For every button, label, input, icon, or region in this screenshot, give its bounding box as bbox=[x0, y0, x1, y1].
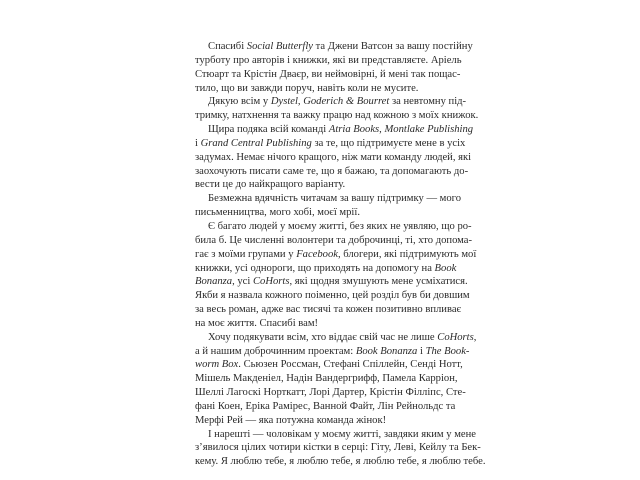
text-line: тило, що ви завжди поруч, навіть коли не мусите. bbox=[195, 82, 419, 94]
text-line: заохочують писати саме те, що я бажаю, та допомагають до- bbox=[195, 165, 469, 177]
paragraph bbox=[195, 123, 474, 192]
text-line: з’явилося цілих чотири кістки в серці: Гіту, Леві, Кейлу та Бек- bbox=[195, 442, 481, 454]
text-line: книжки, усі однороги, що приходять на допомогу на Book bbox=[195, 262, 457, 274]
paragraph bbox=[195, 220, 477, 331]
text-line: тримку, натхнення та важку працю над кожною з моїх книжок. bbox=[195, 110, 479, 122]
paragraph bbox=[195, 40, 473, 95]
text-line: била б. Це численні волонтери та доброчинці, ті, хто допома- bbox=[195, 234, 473, 246]
paragraph bbox=[195, 192, 462, 220]
text-line: письменництва, мого хобі, моєї мрії. bbox=[195, 207, 360, 219]
text-line: гає з моїми групами у Facebook, блогери, які підтримують мої bbox=[195, 248, 477, 260]
text-line: і Grand Central Publishing за те, що підтримуєте мене в усіх bbox=[195, 137, 466, 149]
text-line: І нарешті — чоловікам у моєму житті, завдяки яким у мене bbox=[208, 428, 476, 440]
text-line: Дякую всім у Dystel, Goderich & Bourret за невтомну під- bbox=[208, 96, 467, 108]
text-line: вести це до найкращого варіанту. bbox=[195, 179, 346, 191]
text-line: задумах. Немає нічого кращого, ніж мати команду людей, які bbox=[195, 151, 472, 163]
paragraph bbox=[195, 95, 479, 123]
text-line: турботу про авторів і книжки, які ви представляєте. Аріель bbox=[195, 54, 462, 66]
text-line: Якби я назвала кожного поіменно, цей розділ був би довшим bbox=[195, 290, 470, 302]
text-line: Шеллі Лагоскі Норткатт, Лорі Дартер, Крістін Філліпс, Сте- bbox=[195, 387, 466, 399]
text-line: за весь роман, адже вас тисячі та кожен позитивно впливає bbox=[195, 304, 462, 316]
acknowledgments-page bbox=[195, 40, 486, 469]
text-line: Стюарт та Крістін Дваєр, ви неймовірні, й мені так пощас- bbox=[195, 68, 461, 80]
paragraph bbox=[195, 428, 486, 470]
text-line: Щира подяка всій команді Atria Books, Montlake Publishing bbox=[208, 124, 474, 136]
text-line: Мішель Макденіел, Надін Вандергрифф, Памела Карріон, bbox=[195, 373, 458, 385]
paragraph bbox=[195, 331, 477, 428]
text-line: Bonanza, усі CoHorts, які щодня змушують мене усміхатися. bbox=[195, 276, 468, 288]
text-line: worm Box. Сьюзен Россман, Стефані Спіллейн, Сенді Нотт, bbox=[195, 359, 463, 371]
text-line: Безмежна вдячність читачам за вашу підтримку — мого bbox=[208, 193, 462, 205]
text-line: Є багато людей у моєму житті, без яких не уявляю, що ро- bbox=[208, 220, 472, 232]
text-line: а й нашим доброчинним проектам: Book Bonanza і The Book- bbox=[195, 345, 470, 357]
text-line: фані Коен, Еріка Рамірес, Ванной Файт, Лін Рейнольдс та bbox=[195, 400, 456, 412]
text-line: Мерфі Рей — яка потужна команда жінок! bbox=[195, 414, 387, 426]
text-line: Хочу подякувати всім, хто віддає свій час не лише CoHorts, bbox=[208, 331, 477, 343]
text-line: кему. Я люблю тебе, я люблю тебе, я люблю тебе, я люблю тебе. bbox=[195, 456, 486, 468]
text-line: Спасибі Social Butterfly та Джени Ватсон за вашу постійну bbox=[208, 41, 473, 52]
text-line: на моє життя. Спасибі вам! bbox=[195, 317, 319, 329]
